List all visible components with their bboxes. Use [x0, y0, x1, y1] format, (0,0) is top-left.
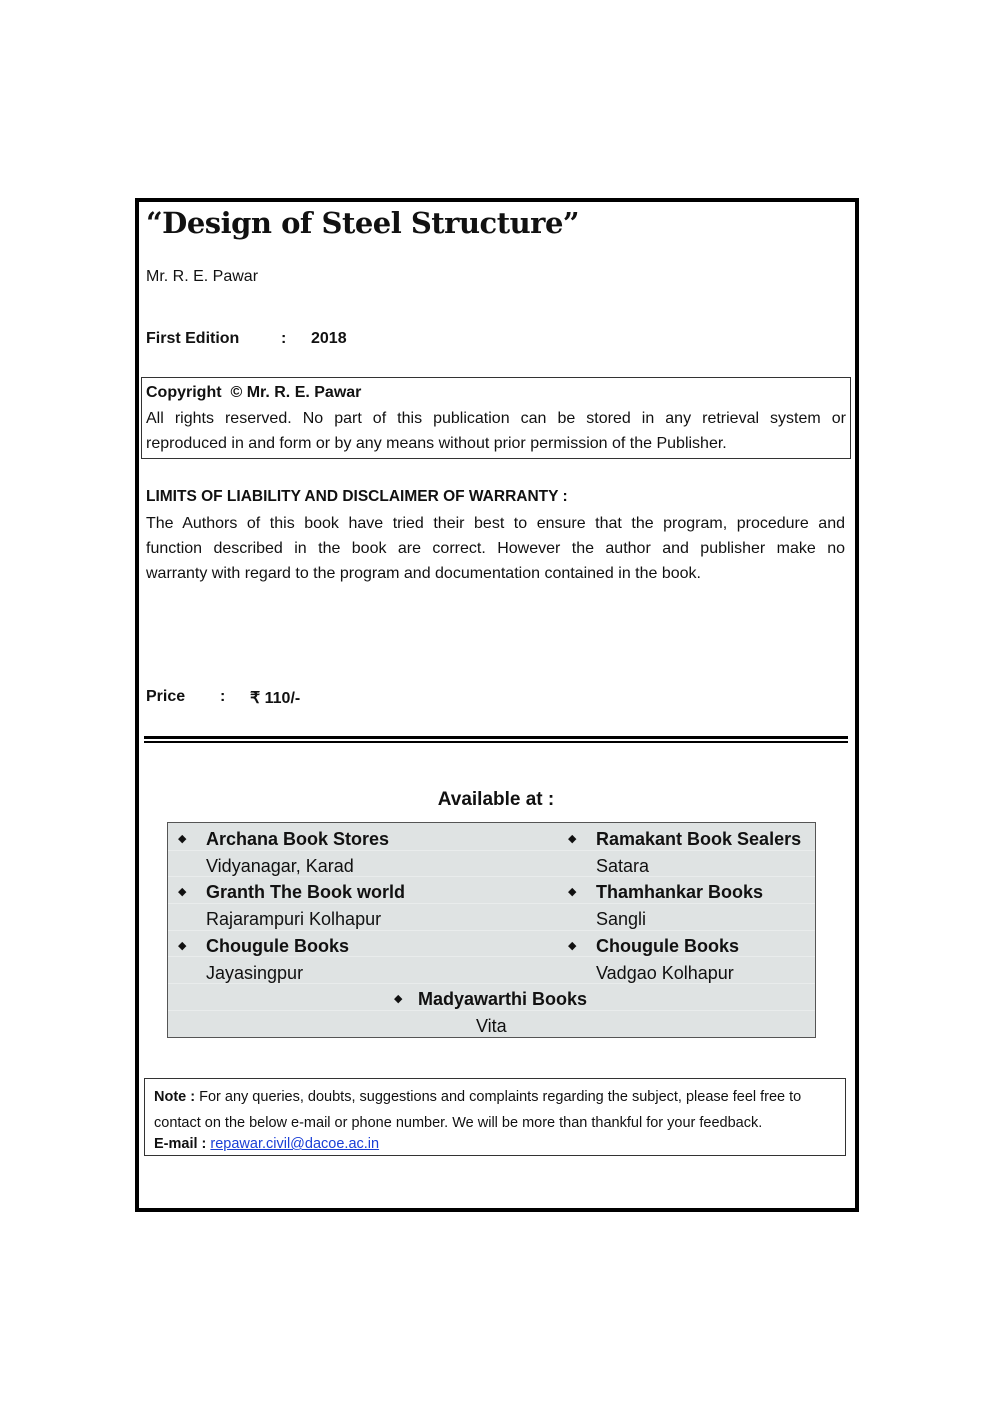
shop-place: Rajarampuri Kolhapur — [206, 909, 382, 929]
bullet-icon: ◆ — [178, 886, 187, 898]
bullet-icon: ◆ — [568, 833, 577, 845]
note-box — [144, 1078, 846, 1156]
email-link[interactable]: repawar.civil@dacoe.ac.in — [210, 1136, 380, 1152]
shop-place: Vidyanagar, Karad — [206, 856, 354, 876]
copyright-text-1: All rights reserved. No part of this publication can be stored in any retrieval system or — [146, 410, 846, 427]
shop-name: Ramakant Book Sealers — [596, 829, 802, 849]
shop-name: Chougule Books — [596, 936, 739, 956]
shop-name: Thamhankar Books — [596, 882, 764, 902]
shop-name: Madyawarthi Books — [418, 989, 588, 1009]
copyright-heading: Copyright © Mr. R. E. Pawar — [146, 384, 362, 401]
price-value: ₹ 110/- — [250, 690, 301, 707]
shops-box — [167, 822, 816, 1038]
edition-sep: : — [281, 330, 287, 347]
disclaimer-line-3: warranty with regard to the program and documentation contained in the book. — [146, 565, 701, 582]
copyright-text-2: reproduced in and form or by any means without prior permission of the Publisher. — [146, 435, 727, 452]
bullet-icon: ◆ — [178, 940, 187, 952]
disclaimer-heading: LIMITS OF LIABILITY AND DISCLAIMER OF WARRANTY : — [146, 488, 568, 505]
note-line-1: Note : For any queries, doubts, suggestions and complaints regarding the subject, please feel free to — [154, 1089, 802, 1105]
shop-name: Granth The Book world — [206, 882, 406, 902]
copyright-box — [141, 377, 851, 459]
available-heading: Available at : — [437, 789, 555, 810]
bullet-icon: ◆ — [178, 833, 187, 845]
copyright-icon: © — [230, 384, 243, 401]
disclaimer-line-2: function described in the book are correct. However the author and publisher make no — [146, 540, 845, 557]
book-title: “Design of Steel Structure” — [146, 206, 580, 240]
shop-place: Vita — [476, 1016, 507, 1036]
shop-name: Chougule Books — [206, 936, 349, 956]
page-frame — [135, 198, 859, 1212]
shop-place: Vadgao Kolhapur — [596, 963, 734, 983]
shop-place: Jayasingpur — [206, 963, 304, 983]
divider-thick — [144, 736, 848, 739]
note-line-2: contact on the below e-mail or phone number. We will be more than thankful for your feedback. — [154, 1115, 763, 1131]
shop-place: Sangli — [596, 909, 647, 929]
price-label: Price — [146, 688, 186, 705]
edition-label: First Edition — [146, 330, 240, 347]
note-email-row: E-mail : repawar.civil@dacoe.ac.in — [154, 1136, 380, 1152]
bullet-icon: ◆ — [568, 940, 577, 952]
shop-name: Archana Book Stores — [206, 829, 390, 849]
edition-year: 2018 — [311, 330, 347, 347]
divider-thin — [144, 741, 848, 743]
price-sep: : — [220, 688, 226, 705]
shop-place: Satara — [596, 856, 650, 876]
bullet-icon: ◆ — [568, 886, 577, 898]
author: Mr. R. E. Pawar — [146, 268, 259, 285]
bullet-icon: ◆ — [394, 993, 403, 1005]
disclaimer-line-1: The Authors of this book have tried their best to ensure that the program, procedure and — [146, 515, 845, 532]
